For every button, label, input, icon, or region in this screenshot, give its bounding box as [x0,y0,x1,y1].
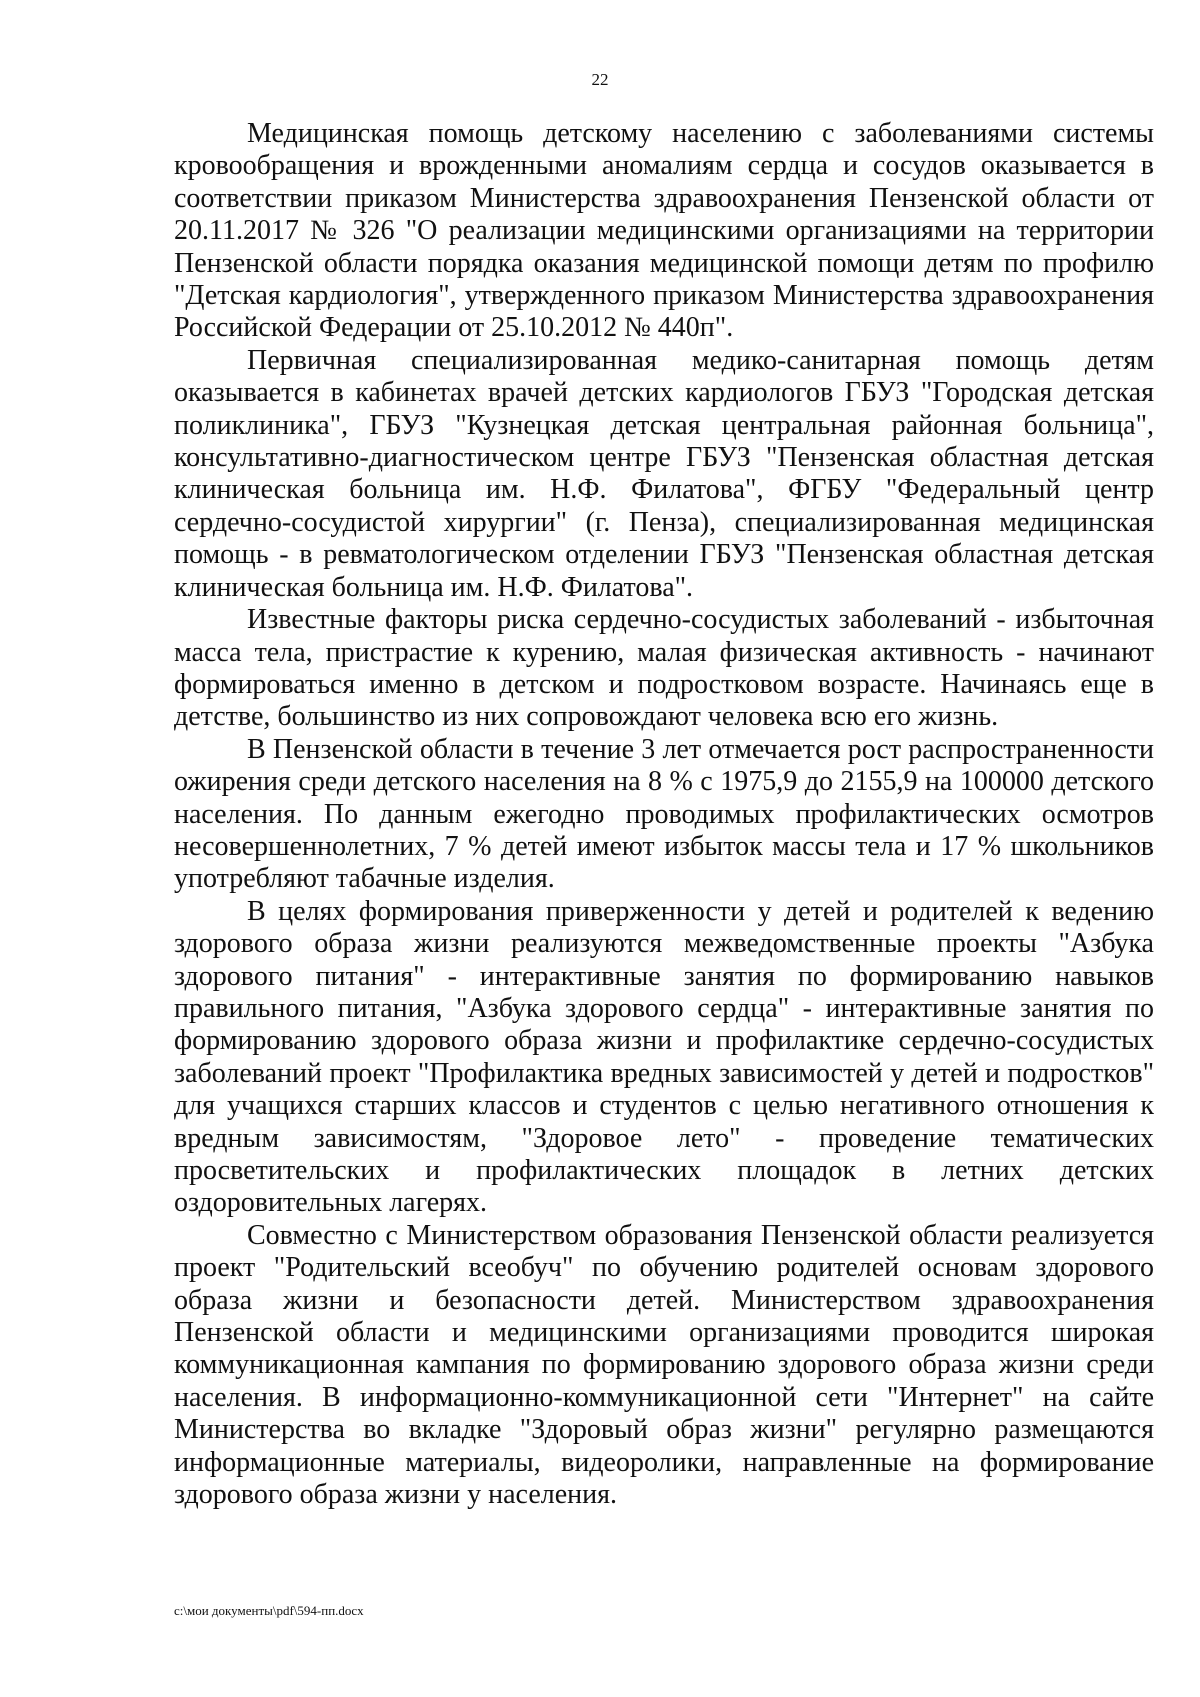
paragraph-parent-education: Совместно с Министерством образования Пензенской области реализуется проект "Родительский всеобуч" по обучению родителей основам здорового образа жизни и безопасности детей. Министерством здравоохранения Пензенской области и медицинскими организациями проводится широкая коммуникационная кампания по формированию здорового образа жизни среди населения. В информационно-коммуникационной сети "Интернет" на сайте Министерства во вкладке "Здоровый образ жизни" регулярно размещаются информационные материалы, видеоролики, направленные на формирование здорового образа жизни у населения. [174,1219,1154,1511]
document-body [174,118,1154,1511]
paragraph-risk-factors: Известные факторы риска сердечно-сосудистых заболеваний - избыточная масса тела, пристрастие к курению, малая физическая активность - начинают формироваться именно в детском и подростковом возрасте. Начинаясь еще в детстве, большинство из них сопровождают человека всю его жизнь. [174,604,1154,733]
footer-file-path: c:\мои документы\pdf\594-пп.docx [174,1603,364,1618]
paragraph-healthy-lifestyle-projects: В целях формирования приверженности у детей и родителей к ведению здорового образа жизни реализуются межведомственные проекты "Азбука здорового питания" - интерактивные занятия по формированию навыков правильного питания, "Азбука здорового сердца" - интерактивные занятия по формированию здорового образа жизни и профилактике сердечно-сосудистых заболеваний проект "Профилактика вредных зависимостей у детей и подростков" для учащихся старших классов и студентов с целью негативного отношения к вредным зависимостям, "Здоровое лето" - проведение тематических просветительских и профилактических площадок в летних детских оздоровительных лагерях. [174,895,1154,1219]
paragraph-primary-care: Первичная специализированная медико-санитарная помощь детям оказывается в кабинетах врачей детских кардиологов ГБУЗ "Городская детская поликлиника", ГБУЗ "Кузнецкая детская центральная районная больница", консультативно-диагностическом центре ГБУЗ "Пензенская областная детская клиническая больница им. Н.Ф. Филатова", ФГБУ "Федеральный центр сердечно-сосудистой хирургии" (г. Пенза), специализированная медицинская помощь - в ревматологическом отделении ГБУЗ "Пензенская областная детская клиническая больница им. Н.Ф. Филатова". [174,344,1154,603]
paragraph-obesity-statistics: В Пензенской области в течение 3 лет отмечается рост распространенности ожирения среди детского населения на 8 % с 1975,9 до 2155,9 на 100000 детского населения. По данным ежегодно проводимых профилактических осмотров несовершеннолетних, 7 % детей имеют избыток массы тела и 17 % школьников употребляют табачные изделия. [174,733,1154,895]
page-number: 22 [591,70,609,89]
paragraph-cardiology-order: Медицинская помощь детскому населению с заболеваниями системы кровообращения и врожденными аномалиям сердца и сосудов оказывается в соответствии приказом Министерства здравоохранения Пензенской области от 20.11.2017 № 326 "О реализации медицинскими организациями на территории Пензенской области порядка оказания медицинской помощи детям по профилю "Детская кардиология", утвержденного приказом Министерства здравоохранения Российской Федерации от 25.10.2012 № 440п". [174,118,1154,344]
